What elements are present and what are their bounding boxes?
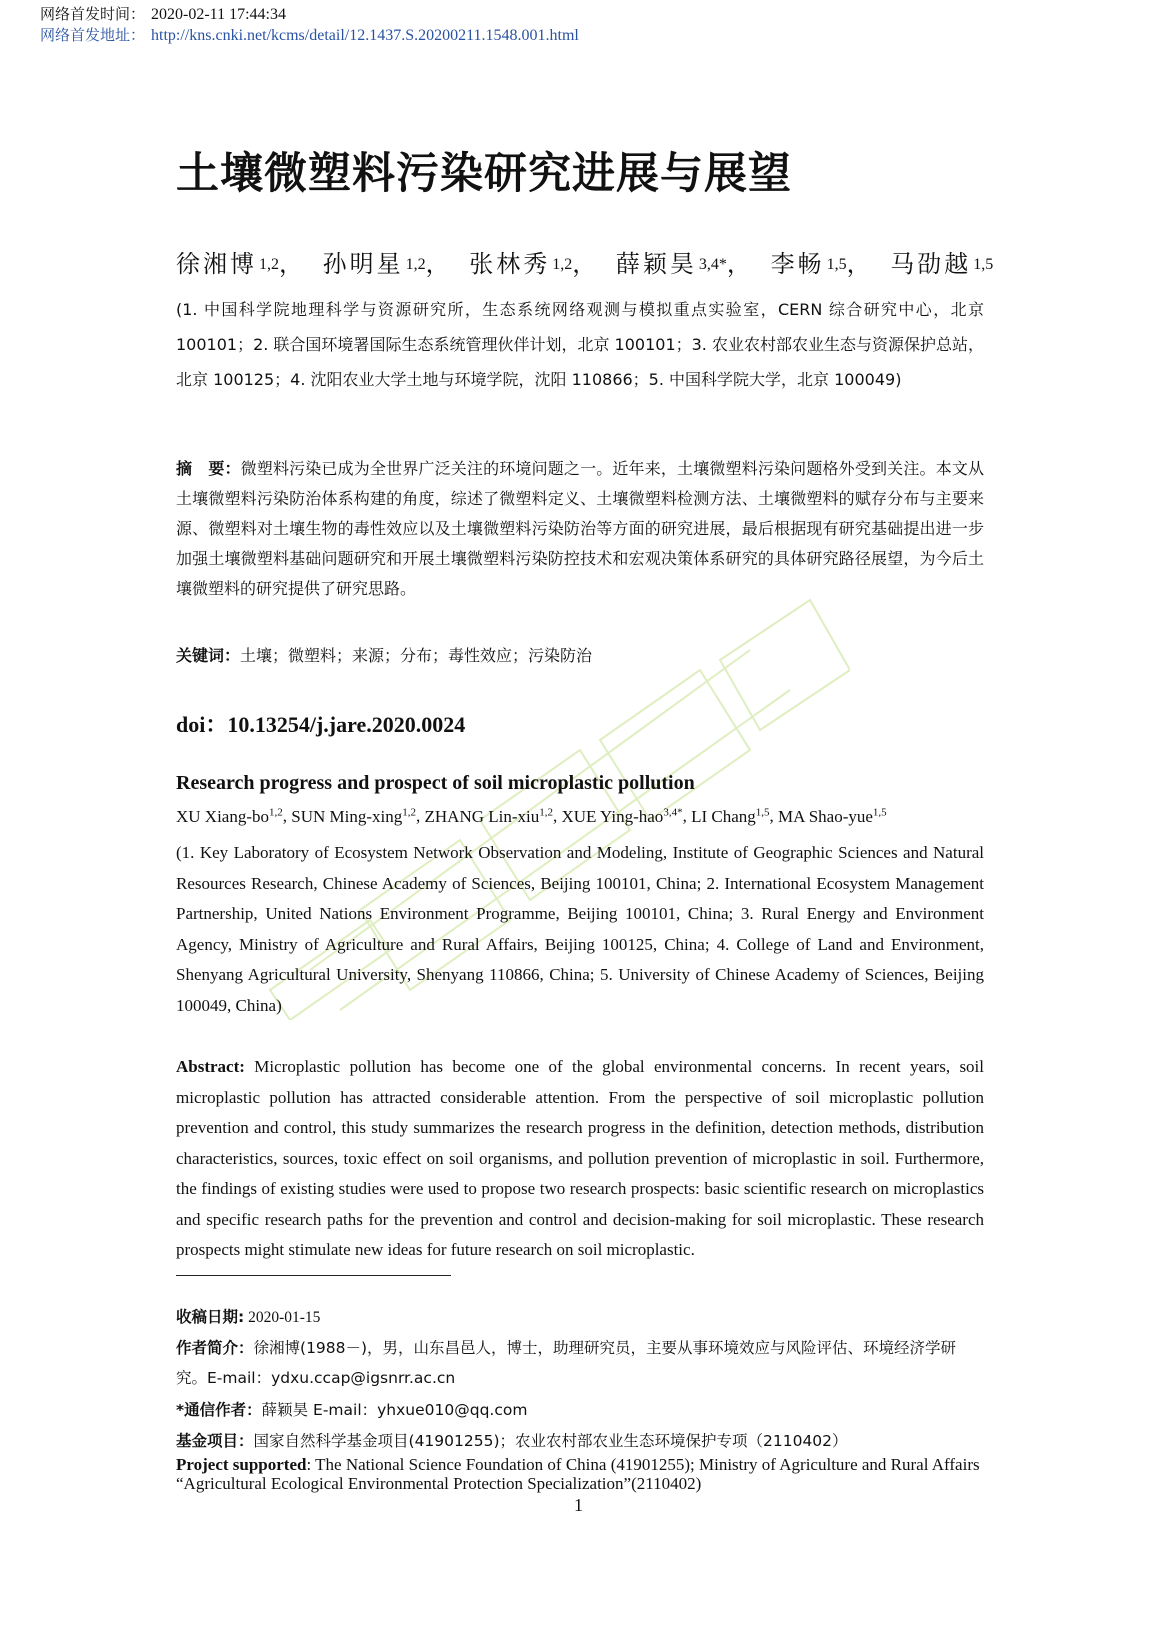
- abstract-cn-text: 微塑料污染已成为全世界广泛关注的环境问题之一。近年来，土壤微塑料污染问题格外受到关注。本文从土壤微塑料污染防治体系构建的角度，综述了微塑料定义、土壤微塑料检测方法、土壤微塑料的赋存分布与主要来源、微塑料对土壤生物的毒性效应以及土壤微塑料污染防治等方面的研究进展，最后根据现有研究基础提出进一步加强土壤微塑料基础问题研究和开展土壤微塑料污染防控技术和宏观决策体系研究的具体研究路径展望，为今后土壤微塑料的研究提供了研究思路。: [176, 459, 984, 598]
- author-cn: 张林秀 $^{1,2}$: [469, 250, 573, 278]
- abstract-en: [176, 1052, 984, 1266]
- funding-text: 国家自然科学基金项目(41901255)；农业农村部农业生态环境保护专项（2110402）: [253, 1432, 848, 1450]
- footnote-funding: [176, 1426, 984, 1456]
- doi-value: 10.13254/j.jare.2020.0024: [227, 712, 466, 737]
- page-number: 1: [574, 1495, 583, 1515]
- author-cn: 薛颖昊 $^{3,4*}$: [615, 250, 727, 278]
- corresponding-text: 薛颖昊 E-mail：yhxue010@qq.com: [261, 1401, 528, 1419]
- paper-title-en: Research progress and prospect of soil microplastic pollution: [176, 772, 695, 794]
- publish-url-row[interactable]: [40, 25, 579, 46]
- publish-time-value: 2020-02-11 17:44:34: [151, 6, 286, 23]
- footnote-divider: [176, 1275, 451, 1276]
- publish-time-row: [40, 4, 579, 25]
- abstract-en-label: Abstract:: [176, 1057, 245, 1076]
- publish-url-link[interactable]: http://kns.cnki.net/kcms/detail/12.1437.S.20200211.1548.001.html: [151, 27, 579, 44]
- abstract-cn-label: 摘 要：: [176, 459, 241, 478]
- funding-label: 基金项目：: [176, 1432, 254, 1450]
- received-value: 2020-01-15: [244, 1309, 321, 1326]
- author-bio-text: 徐湘博(1988－)，男，山东昌邑人，博士，助理研究员，主要从事环境效应与风险评估、环境经济学研究。E-mail：ydxu.ccap@igsnrr.ac.cn: [176, 1339, 957, 1387]
- footnote-funding-en: [176, 1455, 984, 1493]
- keywords-cn: [176, 641, 984, 671]
- publish-url-label: 网络首发地址：: [40, 26, 146, 44]
- publish-time-label: 网络首发时间：: [40, 5, 146, 23]
- author-cn: 孙明星 $^{1,2}$: [322, 250, 426, 278]
- abstract-en-text: Microplastic pollution has become one of the global environmental concerns. In recent years, soil microplastic pollution has attracted considerable attention. From the perspective of soil microplastic pollution prevention and control, this study summarizes the research progress in the definition, detection methods, distribution characteristics, sources, toxic effect on soil organisms, and pollution prevention of microplastic in soil. Furthermore, the findings of existing studies were used to propose two research prospects: basic scientific research on microplastics and specific research paths for the prevention and control and decision-making for soil microplastic. These research prospects might stimulate new ideas for future research on soil microplastic.: [176, 1057, 984, 1259]
- author-en: MA Shao-yue$^{1,5}$: [778, 806, 887, 826]
- paper-title-cn: 土壤微塑料污染研究进展与展望: [176, 149, 792, 199]
- author-cn: 李畅 $^{1,5}$: [770, 250, 847, 278]
- authors-cn: 徐湘博 $^{1,2}$， 孙明星 $^{1,2}$， 张林秀 $^{1,2}$， 薛颖昊 $^{3,4*}$， 李畅 $^{1,5}$， 马劭越 $^{1,5}$: [176, 250, 994, 278]
- received-label: 收稿日期:: [176, 1308, 245, 1326]
- doi-label: doi：: [176, 712, 228, 737]
- author-bio-label: 作者简介：: [176, 1339, 254, 1357]
- footnote-corresponding: [176, 1395, 984, 1425]
- authors-en: XU Xiang-bo$^{1,2}$, SUN Ming-xing$^{1,2}$, ZHANG Lin-xiu$^{1,2}$, XUE Ying-hao$^{3,4*}$, LI Chang$^{1,5}$, MA Shao-yue$^{1,5}$: [176, 806, 887, 826]
- author-en: XU Xiang-bo$^{1,2}$: [176, 806, 283, 826]
- affiliations-cn: (1. 中国科学院地理科学与资源研究所，生态系统网络观测与模拟重点实验室，CERN 综合研究中心，北京 100101；2. 联合国环境署国际生态系统管理伙伴计划，北京 100101；3. 农业农村部农业生态与资源保护总站，北京 100125；4. 沈阳农业大学土地与环境学院，沈阳 110866；5. 中国科学院大学，北京 100049): [176, 300, 984, 389]
- publication-info: [40, 4, 579, 46]
- corresponding-label: *通信作者：: [176, 1401, 262, 1419]
- author-en: ZHANG Lin-xiu$^{1,2}$: [424, 806, 553, 826]
- affiliations-en: (1. Key Laboratory of Ecosystem Network Observation and Modeling, Institute of Geographic Sciences and Natural Resources Research, Chinese Academy of Sciences, Beijing 100101, China; 2. International Ecosystem Management Partnership, United Nations Environment Programme, Beijing 100101, China; 3. Rural Energy and Environment Agency, Ministry of Agriculture and Rural Affairs, Beijing 100125, China; 4. College of Land and Environment, Shenyang Agricultural University, Shenyang 110866, China; 5. University of Chinese Academy of Sciences, Beijing 100049, China): [176, 843, 984, 1015]
- funding-en-label: Project supported: [176, 1455, 307, 1474]
- keywords-cn-text: 土壤；微塑料；来源；分布；毒性效应；污染防治: [240, 646, 593, 665]
- author-en: SUN Ming-xing$^{1,2}$: [291, 806, 416, 826]
- author-cn: 徐湘博 $^{1,2}$: [176, 250, 279, 278]
- footnote-received: [176, 1302, 984, 1333]
- author-en: XUE Ying-hao$^{3,4*}$: [561, 806, 683, 826]
- author-cn: 马劭越 $^{1,5}$: [890, 250, 994, 278]
- footnote-author-bio: [176, 1333, 984, 1393]
- doi: [176, 708, 465, 739]
- author-en: LI Chang$^{1,5}$: [691, 806, 770, 826]
- abstract-cn: [176, 454, 984, 604]
- funding-en-text: : The National Science Foundation of China (41901255); Ministry of Agriculture and Rural Affairs “Agricultural Ecological Environmental Protection Specialization”(2110402): [176, 1455, 980, 1493]
- keywords-cn-label: 关键词：: [176, 646, 241, 665]
